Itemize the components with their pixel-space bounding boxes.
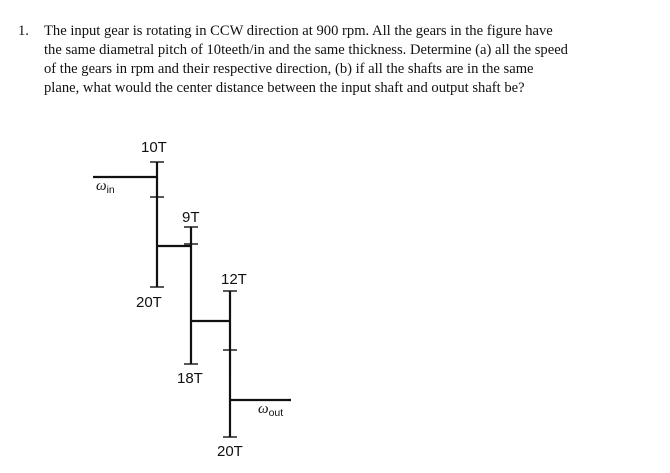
- label-10t: 10T: [141, 139, 167, 156]
- problem-line-3: of the gears in rpm and their respective direction, (b) if all the shafts are in the same: [44, 61, 534, 77]
- label-20t-first: 20T: [136, 294, 162, 311]
- omega-out-label: ωout: [258, 401, 284, 419]
- label-12t: 12T: [221, 271, 247, 288]
- problem-number: 1.: [18, 23, 29, 39]
- label-18t: 18T: [177, 370, 203, 387]
- problem-line-4: plane, what would the center distance between the input shaft and output shaft be?: [44, 80, 525, 96]
- problem-line-2: the same diametral pitch of 10teeth/in and the same thickness. Determine (a) all the speed: [44, 42, 568, 58]
- label-9t: 9T: [182, 209, 200, 226]
- problem-line-1: The input gear is rotating in CCW direction at 900 rpm. All the gears in the figure have: [44, 23, 553, 39]
- label-20t-output: 20T: [217, 443, 243, 460]
- omega-in-label: ωin: [96, 178, 115, 196]
